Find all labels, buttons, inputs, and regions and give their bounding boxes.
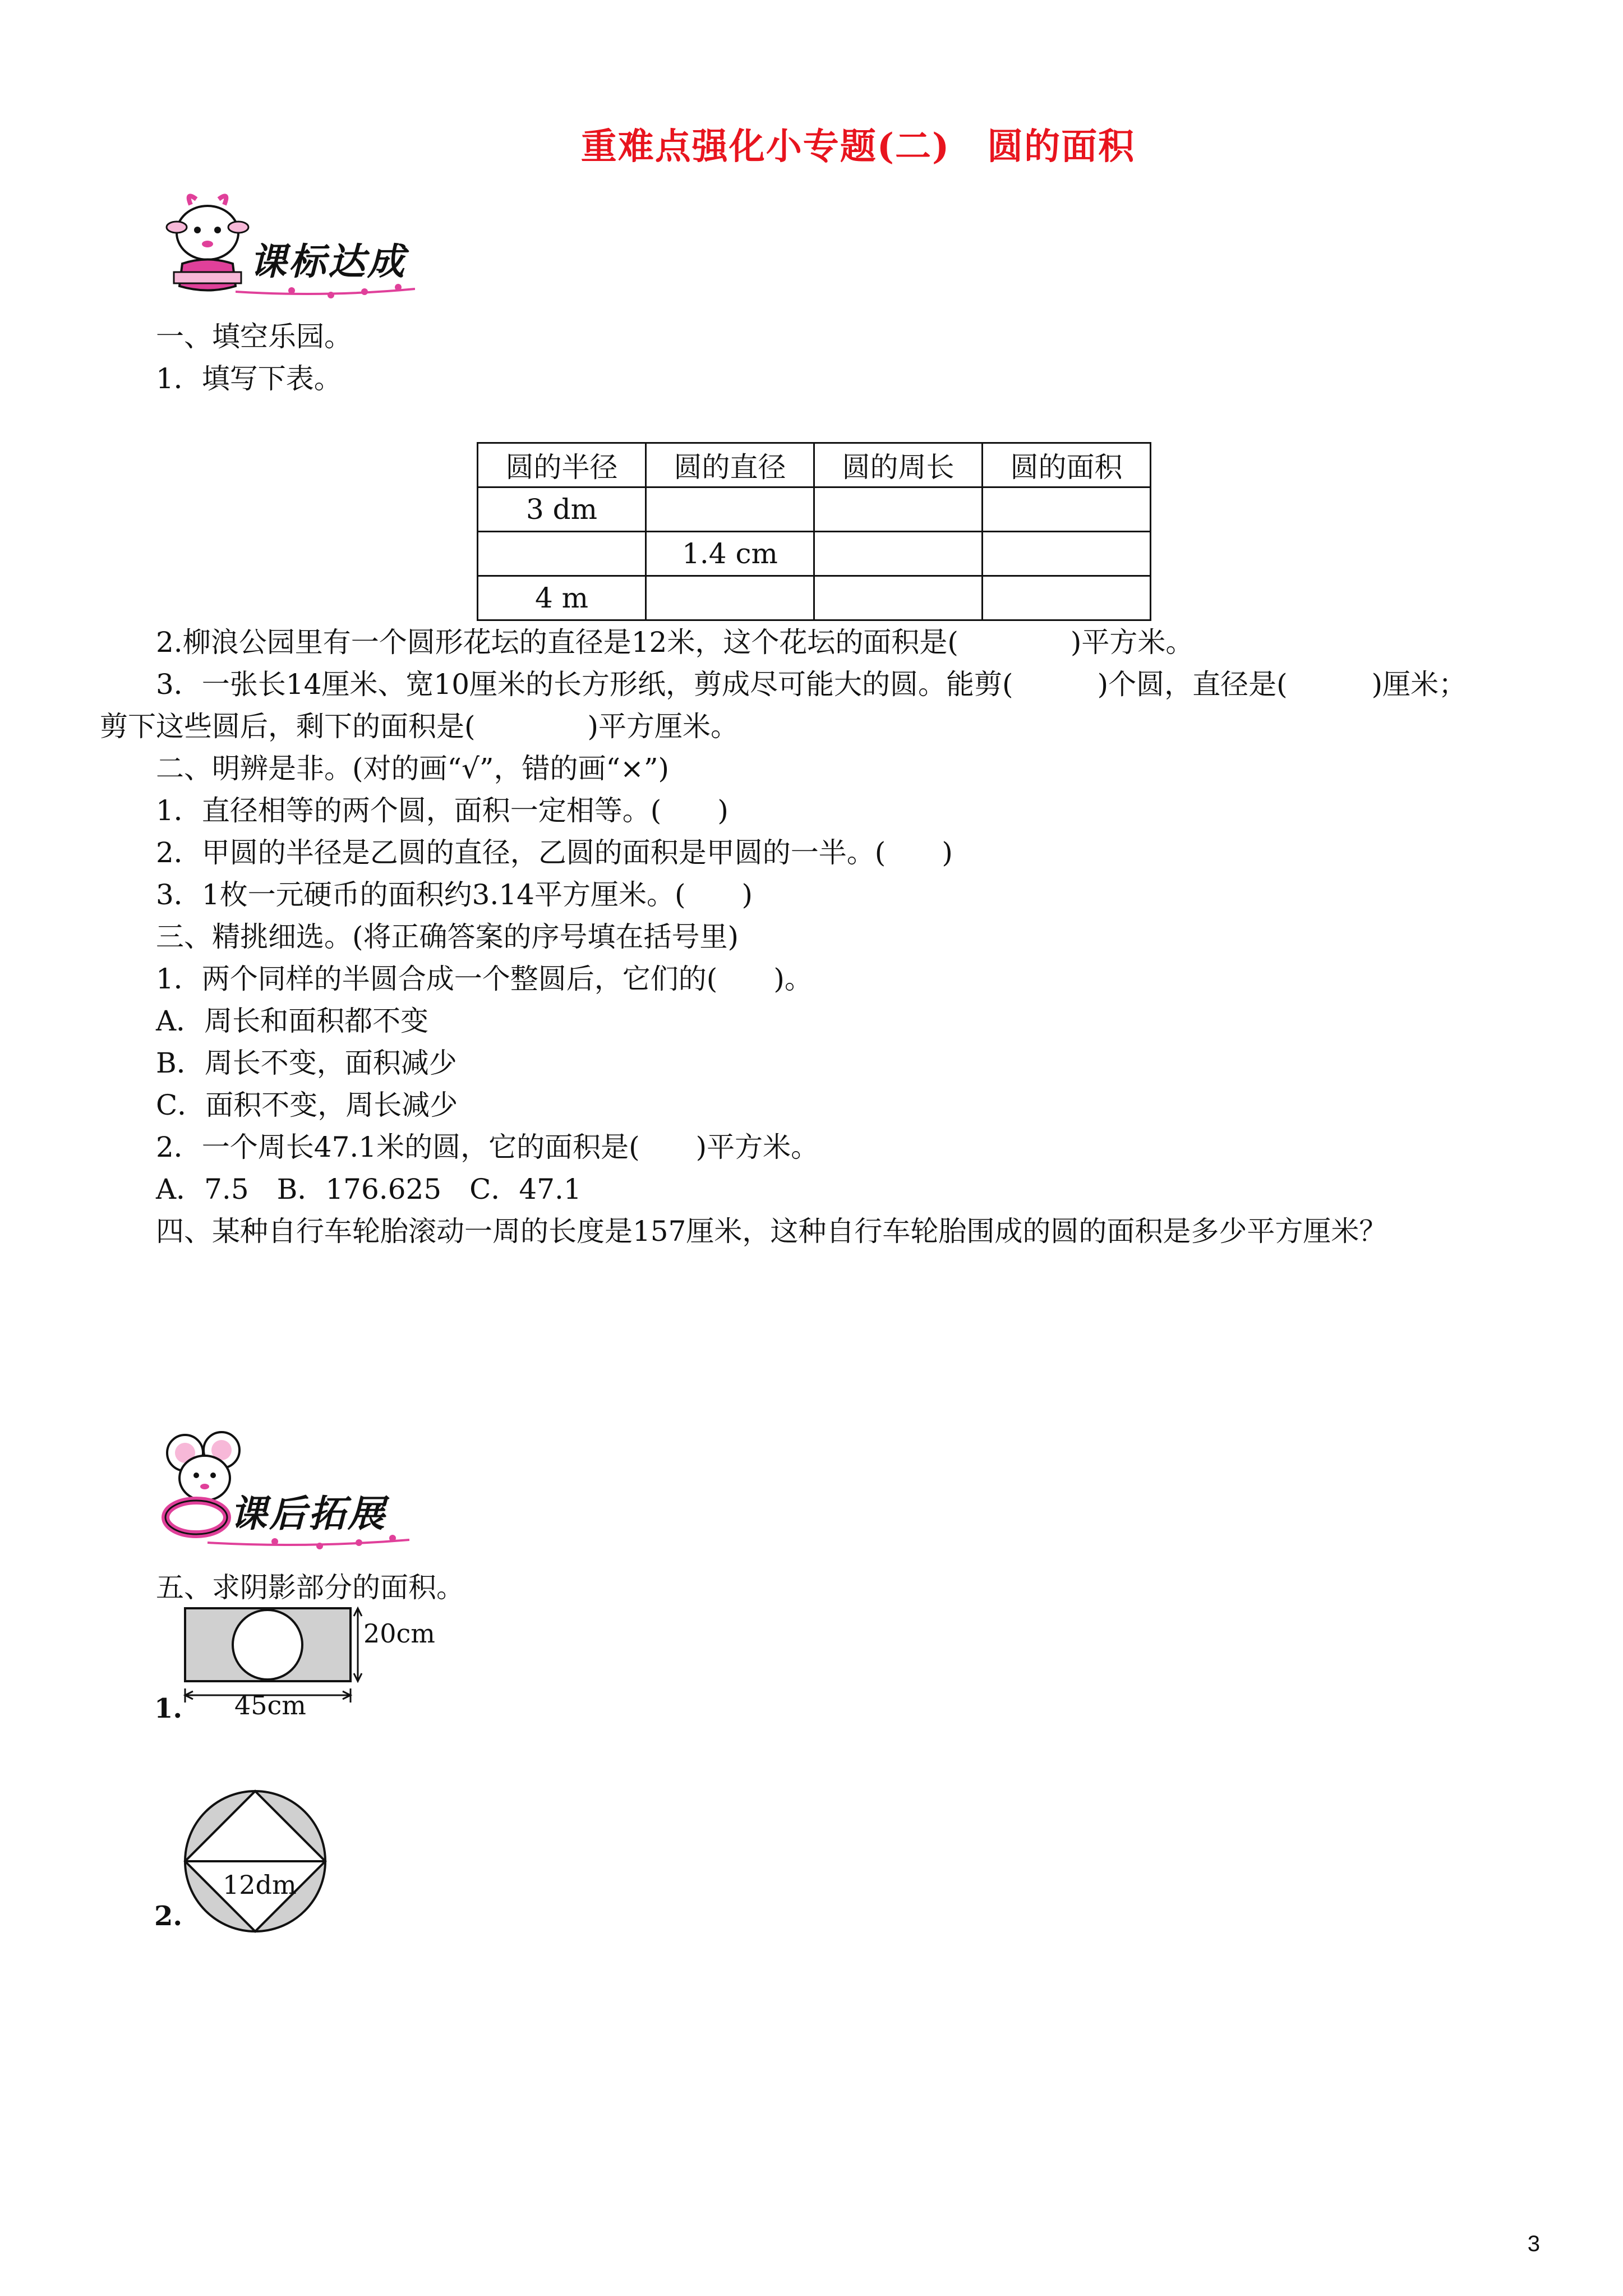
section-badge-standards [151,188,432,311]
table-row [478,576,1151,620]
table-header-cell: 圆的周长 [814,443,983,487]
section2-item: 3．1枚一元硬币的面积约3.14平方厘米。( ) [156,878,753,911]
table-row [478,487,1151,532]
fill-in-table [477,442,1151,621]
section1-heading: 一、填空乐园。 [156,320,352,353]
section-badge-extension [151,1428,432,1551]
badge-title-standards: 课标达成 [250,240,407,283]
badge-title-extension: 课后拓展 [230,1492,387,1535]
section5-heading: 五、求阴影部分的面积。 [156,1571,464,1604]
table-cell [814,487,983,532]
table-row [478,532,1151,576]
table-cell [983,487,1151,532]
section3-option: C．面积不变，周长减少 [156,1089,458,1121]
figure2-circle-square [177,1783,334,1940]
section3-question1: 1．两个同样的半圆合成一个整圆后，它们的( )。 [156,963,813,995]
section2-item: 2．甲圆的半径是乙圆的直径，乙圆的面积是甲圆的一半。( ) [156,836,953,869]
table-cell [646,487,814,532]
section3-question2-options: A．7.5 B．176.625 C．47.1 [156,1173,582,1205]
figure2-side-label: 12dm [223,1870,297,1900]
section1-question3-line1: 3．一张长14厘米、宽10厘米的长方形纸，剪成尽可能大的圆。能剪( )个圆，直径是( )厘米； [156,668,1467,701]
table-cell: 4 m [478,576,646,620]
table-cell [983,532,1151,576]
section2-item: 1．直径相等的两个圆，面积一定相等。( ) [156,794,728,827]
table-cell [814,576,983,620]
page-title: 重难点强化小专题(二) 圆的面积 [580,126,1136,168]
section2-heading: 二、明辨是非。(对的画“√”，错的画“×”) [156,752,670,785]
table-cell [646,576,814,620]
figure1-label: 1. [154,1693,183,1724]
section1-question2: 2.柳浪公园里有一个圆形花坛的直径是12米，这个花坛的面积是( )平方米。 [156,626,1194,659]
figure1-width-label: 45cm [234,1690,306,1720]
table-header-cell: 圆的半径 [478,443,646,487]
table-header-row [478,443,1151,487]
table-header-cell: 圆的面积 [983,443,1151,487]
page-number: 3 [1527,2231,1540,2256]
figure1-rectangle-circle [179,1602,482,1742]
section3-option: A．周长和面积都不变 [156,1005,429,1037]
section4-heading: 四、某种自行车轮胎滚动一周的长度是157厘米，这种自行车轮胎围成的圆的面积是多少平方厘米？ [156,1215,1387,1248]
table-cell [983,576,1151,620]
table-cell [478,532,646,576]
section3-option: B．周长不变，面积减少 [156,1047,457,1079]
section1-question1: 1．填写下表。 [156,362,342,395]
table-cell [814,532,983,576]
figure2-label: 2. [154,1901,183,1932]
table-cell: 3 dm [478,487,646,532]
flower-vine-decoration [236,280,415,303]
table-cell: 1.4 cm [646,532,814,576]
figure1-height-label: 20cm [363,1618,435,1649]
section3-question2: 2．一个周长47.1米的圆，它的面积是( )平方米。 [156,1131,819,1163]
table-header-cell: 圆的直径 [646,443,814,487]
flower-vine-decoration [208,1531,409,1554]
section1-question3-line2: 剪下这些圆后，剩下的面积是( )平方厘米。 [100,710,739,743]
section3-heading: 三、精挑细选。(将正确答案的序号填在括号里) [156,921,739,953]
